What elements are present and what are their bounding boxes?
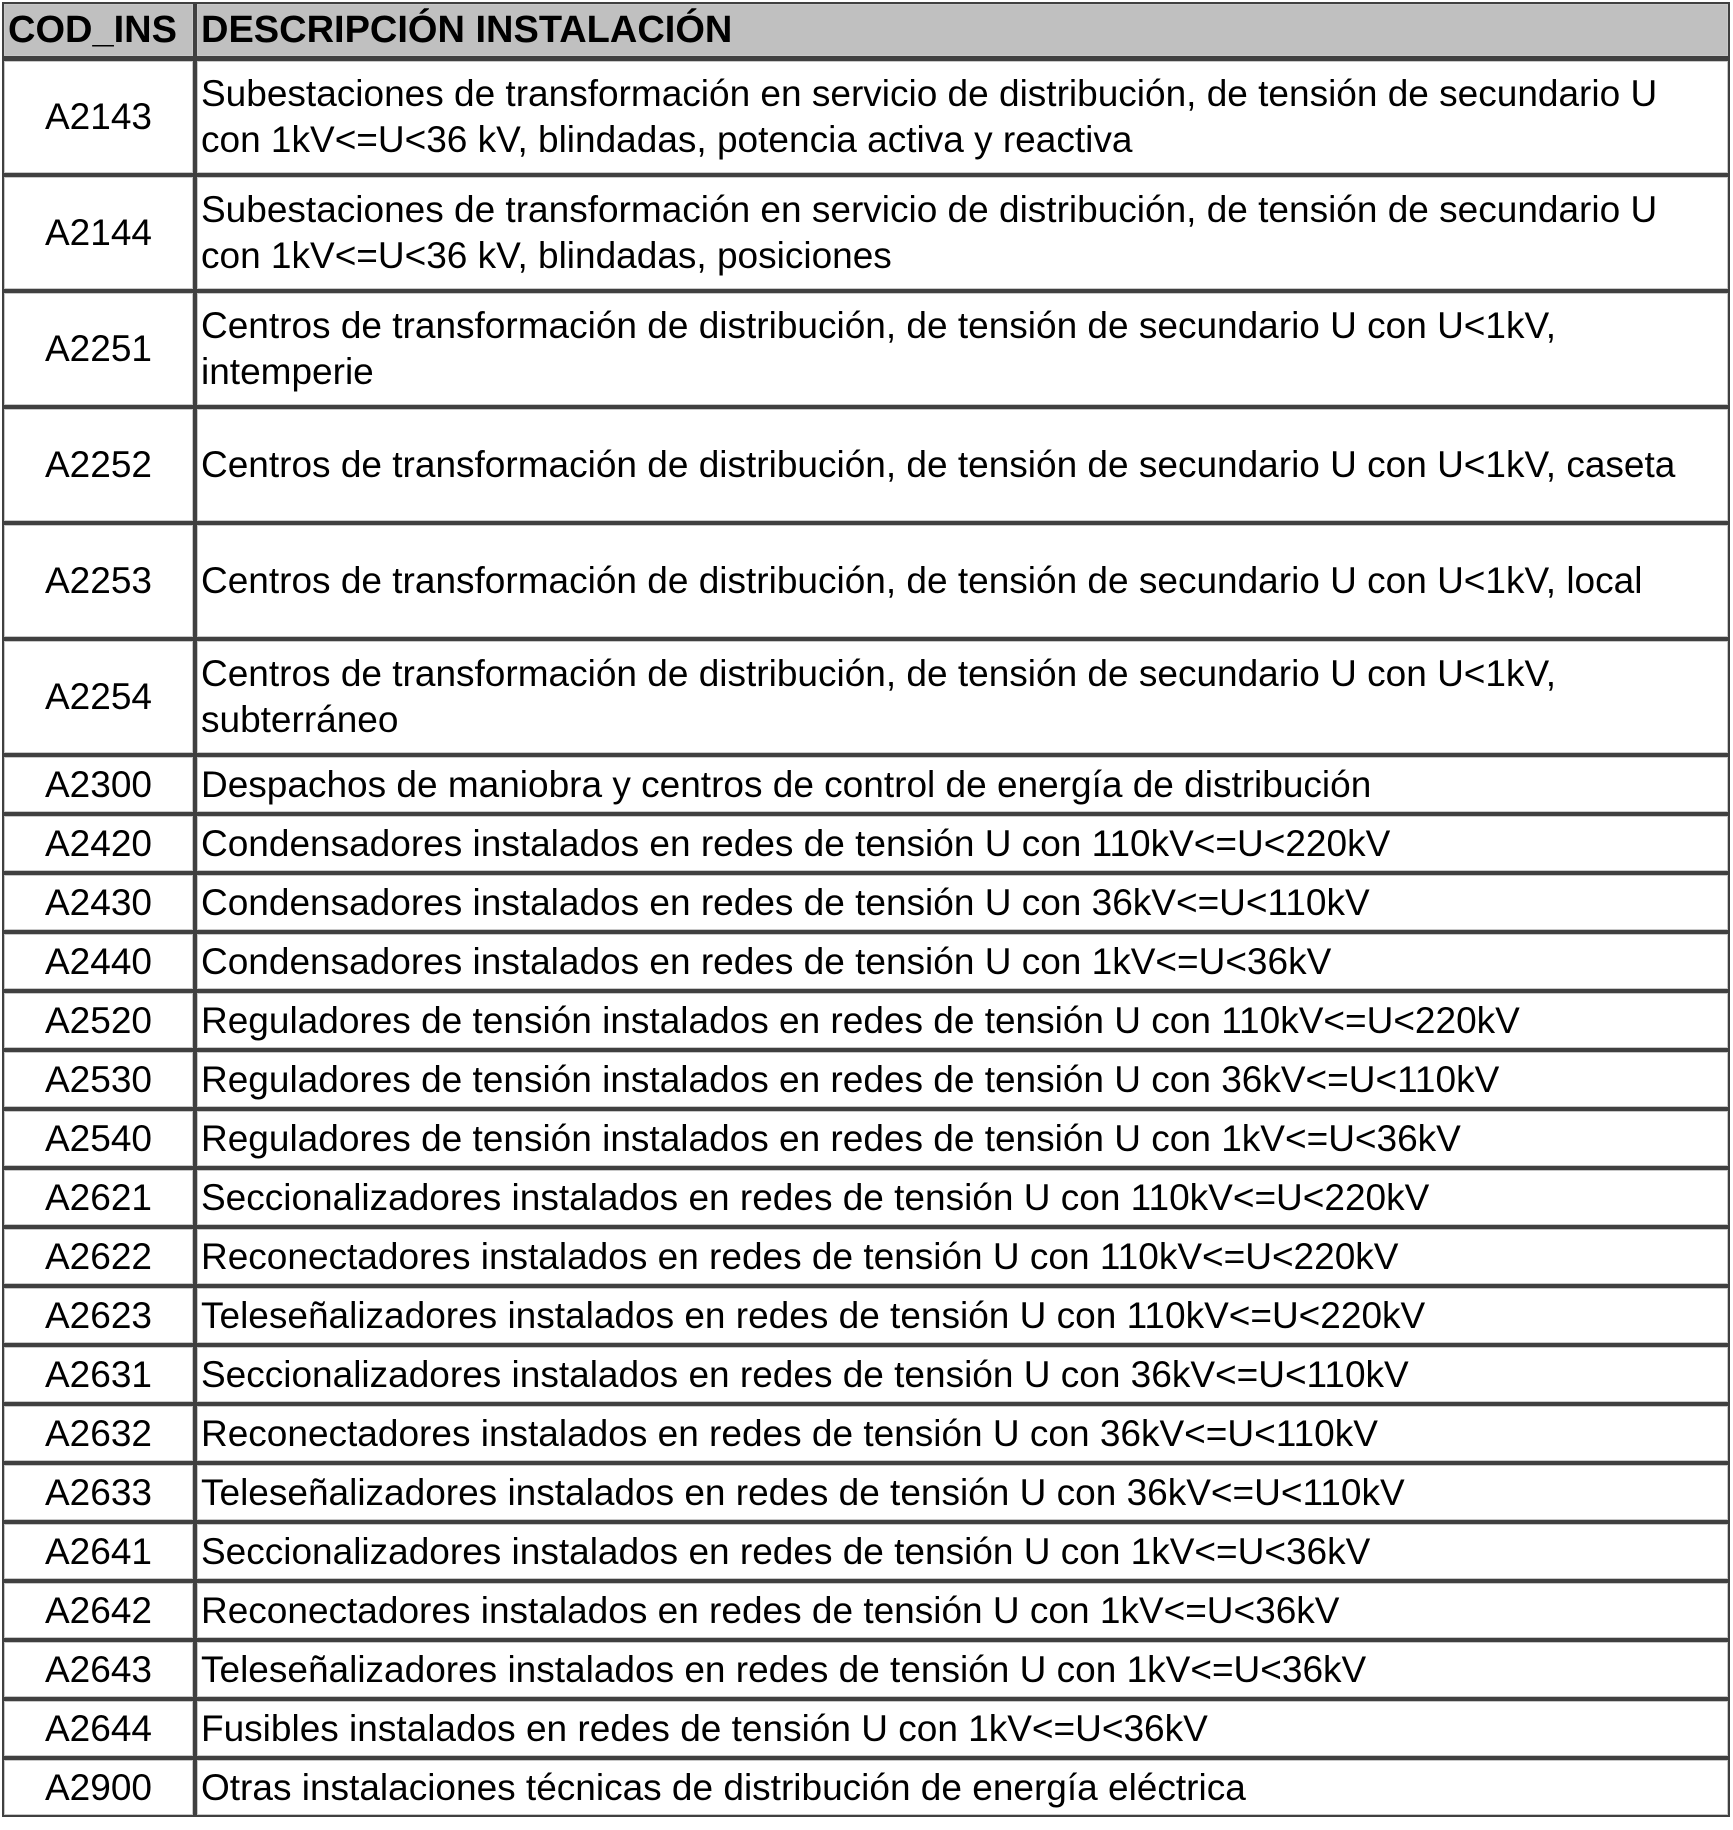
table-row: [2, 1109, 1730, 1168]
cell-code: A2251: [2, 291, 195, 407]
table-row: [2, 1581, 1730, 1640]
table-row: [2, 639, 1730, 755]
table-row: [2, 1522, 1730, 1581]
table-row: [2, 1640, 1730, 1699]
cell-description: Teleseñalizadores instalados en redes de tensión U con 110kV<=U<220kV: [195, 1286, 1730, 1345]
cell-description: Subestaciones de transformación en servicio de distribución, de tensión de secundario U con 1kV<=U<36 kV, blindadas, potencia activa y reactiva: [195, 59, 1730, 175]
table-row: [2, 1463, 1730, 1522]
cell-code: A2641: [2, 1522, 195, 1581]
cell-description: Centros de transformación de distribución, de tensión de secundario U con U<1kV, caseta: [195, 407, 1730, 523]
cell-description: Seccionalizadores instalados en redes de tensión U con 1kV<=U<36kV: [195, 1522, 1730, 1581]
cell-code: A2420: [2, 814, 195, 873]
cell-code: A2144: [2, 175, 195, 291]
table-row: [2, 59, 1730, 175]
cell-description: Seccionalizadores instalados en redes de tensión U con 110kV<=U<220kV: [195, 1168, 1730, 1227]
table-row: [2, 407, 1730, 523]
table-row: [2, 523, 1730, 639]
cell-code: A2622: [2, 1227, 195, 1286]
table-row: [2, 1227, 1730, 1286]
cell-code: A2643: [2, 1640, 195, 1699]
cell-code: A2642: [2, 1581, 195, 1640]
cell-code: A2631: [2, 1345, 195, 1404]
cell-description: Condensadores instalados en redes de tensión U con 36kV<=U<110kV: [195, 873, 1730, 932]
cell-description: Reconectadores instalados en redes de tensión U con 36kV<=U<110kV: [195, 1404, 1730, 1463]
table-header-row: [2, 2, 1730, 59]
cell-description: Seccionalizadores instalados en redes de tensión U con 36kV<=U<110kV: [195, 1345, 1730, 1404]
table-row: [2, 175, 1730, 291]
cell-description: Otras instalaciones técnicas de distribución de energía eléctrica: [195, 1758, 1730, 1817]
cell-description: Centros de transformación de distribución, de tensión de secundario U con U<1kV, local: [195, 523, 1730, 639]
cell-description: Reguladores de tensión instalados en redes de tensión U con 1kV<=U<36kV: [195, 1109, 1730, 1168]
table-row: [2, 1345, 1730, 1404]
table-row: [2, 755, 1730, 814]
cell-code: A2253: [2, 523, 195, 639]
cell-description: Condensadores instalados en redes de tensión U con 1kV<=U<36kV: [195, 932, 1730, 991]
cell-code: A2632: [2, 1404, 195, 1463]
cell-code: A2300: [2, 755, 195, 814]
table-row: [2, 1699, 1730, 1758]
cell-description: Despachos de maniobra y centros de control de energía de distribución: [195, 755, 1730, 814]
table-row: [2, 1286, 1730, 1345]
cell-code: A2254: [2, 639, 195, 755]
column-header-description: DESCRIPCIÓN INSTALACIÓN: [195, 2, 1730, 59]
table-row: [2, 1168, 1730, 1227]
cell-code: A2520: [2, 991, 195, 1050]
cell-code: A2252: [2, 407, 195, 523]
cell-code: A2143: [2, 59, 195, 175]
cell-description: Condensadores instalados en redes de tensión U con 110kV<=U<220kV: [195, 814, 1730, 873]
column-header-code: COD_INS: [2, 2, 195, 59]
cell-code: A2644: [2, 1699, 195, 1758]
cell-code: A2633: [2, 1463, 195, 1522]
cell-description: Fusibles instalados en redes de tensión U con 1kV<=U<36kV: [195, 1699, 1730, 1758]
table-row: [2, 932, 1730, 991]
cell-description: Teleseñalizadores instalados en redes de tensión U con 1kV<=U<36kV: [195, 1640, 1730, 1699]
cell-description: Reconectadores instalados en redes de tensión U con 110kV<=U<220kV: [195, 1227, 1730, 1286]
table-row: [2, 1758, 1730, 1817]
cell-code: A2430: [2, 873, 195, 932]
table-row: [2, 873, 1730, 932]
cell-code: A2621: [2, 1168, 195, 1227]
cell-description: Centros de transformación de distribución, de tensión de secundario U con U<1kV, intemperie: [195, 291, 1730, 407]
installations-table: [2, 2, 1730, 1817]
table-row: [2, 1050, 1730, 1109]
cell-description: Reguladores de tensión instalados en redes de tensión U con 110kV<=U<220kV: [195, 991, 1730, 1050]
cell-description: Subestaciones de transformación en servicio de distribución, de tensión de secundario U con 1kV<=U<36 kV, blindadas, posiciones: [195, 175, 1730, 291]
cell-description: Teleseñalizadores instalados en redes de tensión U con 36kV<=U<110kV: [195, 1463, 1730, 1522]
cell-description: Reconectadores instalados en redes de tensión U con 1kV<=U<36kV: [195, 1581, 1730, 1640]
table-row: [2, 814, 1730, 873]
table-row: [2, 1404, 1730, 1463]
cell-code: A2623: [2, 1286, 195, 1345]
table-row: [2, 291, 1730, 407]
table-row: [2, 991, 1730, 1050]
cell-code: A2440: [2, 932, 195, 991]
cell-code: A2900: [2, 1758, 195, 1817]
cell-description: Centros de transformación de distribución, de tensión de secundario U con U<1kV, subterráneo: [195, 639, 1730, 755]
cell-code: A2540: [2, 1109, 195, 1168]
cell-code: A2530: [2, 1050, 195, 1109]
cell-description: Reguladores de tensión instalados en redes de tensión U con 36kV<=U<110kV: [195, 1050, 1730, 1109]
